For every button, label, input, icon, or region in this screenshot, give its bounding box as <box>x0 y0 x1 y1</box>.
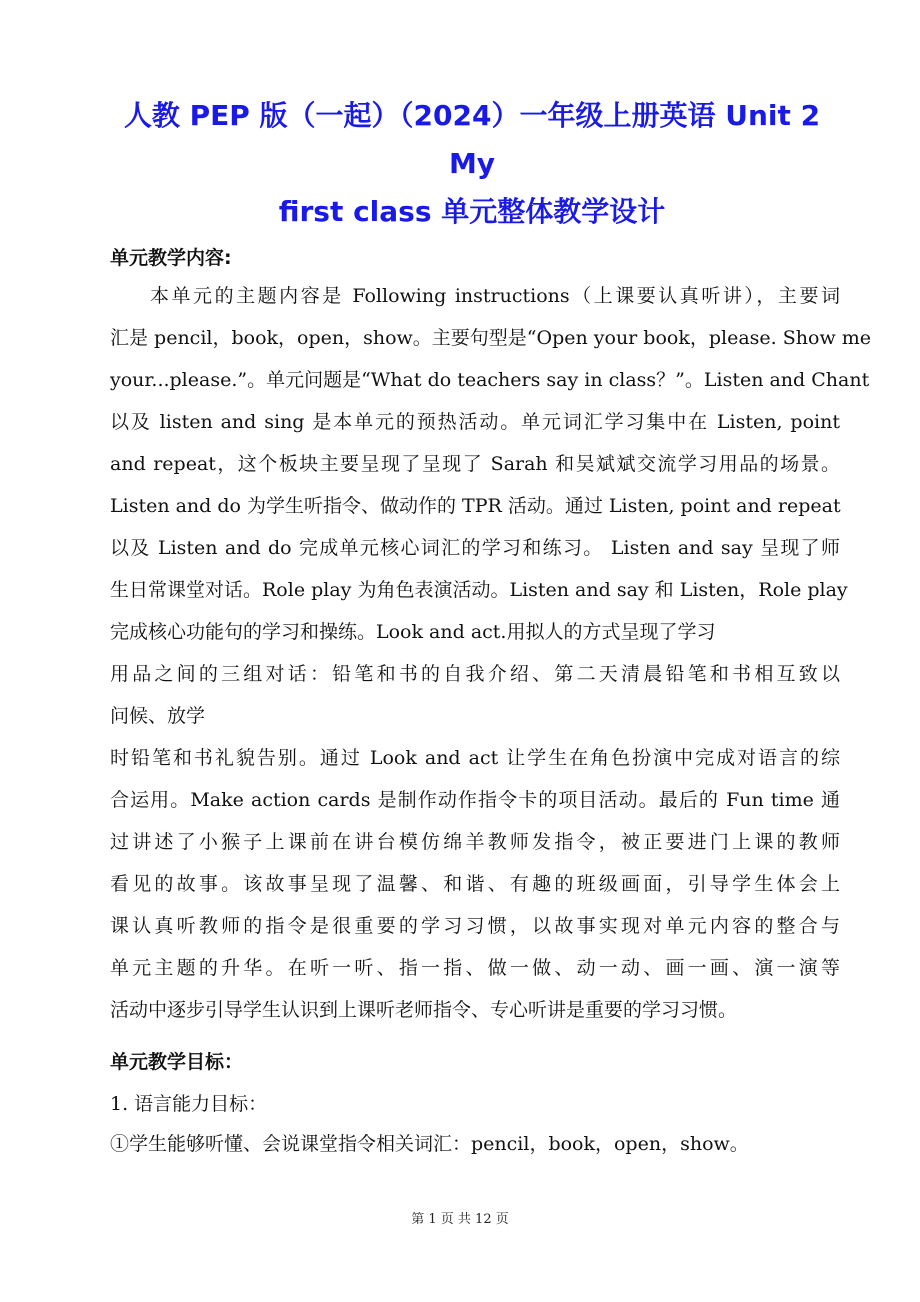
paragraph-line: 课认真听教师的指令是很重要的学习习惯，以故事实现对单元内容的整合与 <box>110 915 840 937</box>
paragraph-line: 本单元的主题内容是 Following instructions（上课要认真听讲），主要词 <box>150 285 840 307</box>
unit-content-paragraph <box>110 275 872 1031</box>
paragraph-line: 问候、放学 <box>110 705 206 727</box>
paragraph-line: and repeat，这个板块主要呈现了呈现了 Sarah 和吴斌斌交流学习用品的场景。 <box>110 453 840 475</box>
paragraph-line: 活动中逐步引导学生认识到上课听老师指令、专心听讲是重要的学习习惯。 <box>110 999 738 1021</box>
paragraph-line: 用品之间的三组对话：铅笔和书的自我介绍、第二天清晨铅笔和书相互致以 <box>110 663 840 685</box>
paragraph-line: Listen and do 为学生听指令、做动作的 TPR 活动。通过 Listen, point and repeat <box>110 495 841 517</box>
paragraph-line: your...please.”。单元问题是“What do teachers say in class？”。Listen and Chant <box>110 369 870 391</box>
title-line-1: 人教 PEP 版（一起）（2024）一年级上册英语 Unit 2 My <box>123 99 821 180</box>
title-line-2: first class 单元整体教学设计 <box>278 195 666 228</box>
section-heading-content: 单元教学内容: <box>110 247 232 269</box>
paragraph-line: 以及 listen and sing 是本单元的预热活动。单元词汇学习集中在 Listen, point <box>110 411 840 433</box>
paragraph-line: 完成核心功能句的学习和操练。Look and act.用拟人的方式呈现了学习 <box>110 621 716 643</box>
paragraph-line: 过讲述了小猴子上课前在讲台模仿绵羊教师发指令，被正要进门上课的教师 <box>110 831 840 853</box>
paragraph-line: 看见的故事。该故事呈现了温馨、和谐、有趣的班级画面，引导学生体会上 <box>110 873 840 895</box>
paragraph-line: 时铅笔和书礼貌告别。通过 Look and act 让学生在角色扮演中完成对语言的综 <box>110 747 840 769</box>
paragraph-line: 合运用。Make action cards 是制作动作指令卡的项目活动。最后的 Fun time 通 <box>110 789 840 811</box>
paragraph-line: 生日常课堂对话。Role play 为角色表演活动。Listen and say 和 Listen，Role play <box>110 579 848 601</box>
page-footer: 第 1 页 共 12 页 <box>411 1212 509 1227</box>
objective-item-1-sub-1: ①学生能够听懂、会说课堂指令相关词汇：pencil，book，open，show。 <box>110 1133 749 1155</box>
section-heading-objectives: 单元教学目标： <box>110 1051 244 1073</box>
paragraph-line: 单元主题的升华。在听一听、指一指、做一做、动一动、画一画、演一演等 <box>110 957 840 979</box>
paragraph-line: 汇是 pencil，book，open，show。主要句型是“Open your book，please. Show me <box>110 327 872 349</box>
paragraph-line: 以及 Listen and do 完成单元核心词汇的学习和练习。 Listen and say 呈现了师 <box>110 537 840 559</box>
document-title <box>100 92 844 236</box>
objective-item-1: 1. 语言能力目标： <box>110 1093 268 1115</box>
